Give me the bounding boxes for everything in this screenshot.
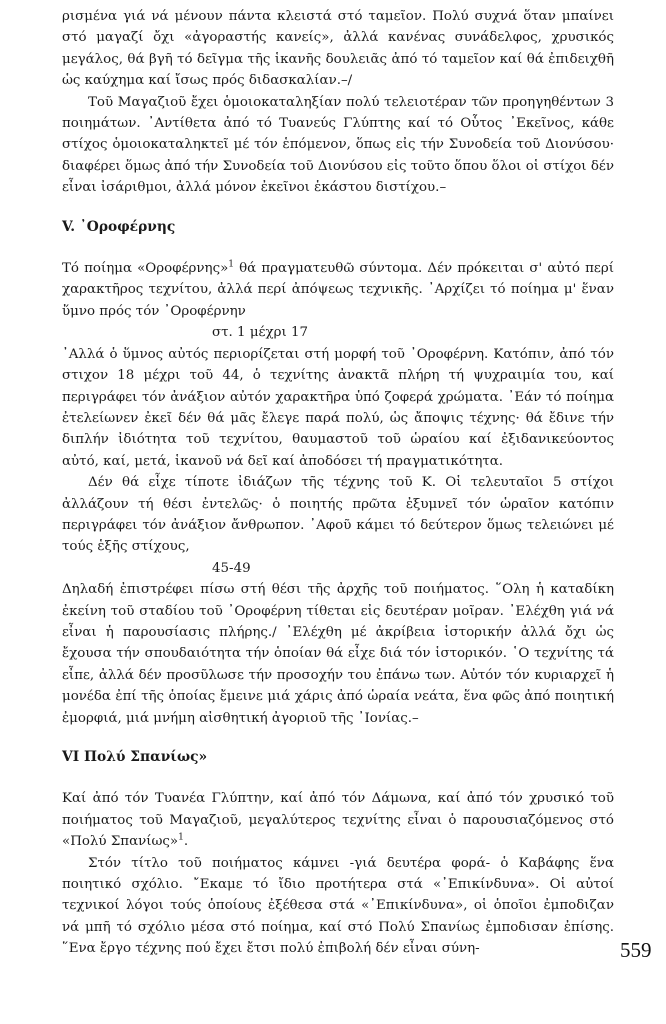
footnote-marker: 1 [228,259,234,270]
verse-reference: 45-49 [212,560,251,576]
paragraph [62,258,614,322]
section-heading-vi: VI Πολύ Σπανίως» [62,749,208,765]
paragraph: Στόν τίτλο τοῦ ποιήματος κάμνει -γιά δευτέρα φορά- ὁ Καβάφης ἕνα ποιητικό σχόλιο. ῎Εκαμε τό ἴδιο προτήτερα στά «᾿Επικίνδυνα». Οἱ αὐτοί τεχνικοί λόγοι τούς ὁποίους ἐξέθεσα στά «᾿Επικίνδυνα», οἱ ὁποῖοι ἐμποδιζαν νά μπῆ τό σχόλιο μέσα στό ποίημα, καί στό Πολύ Σπανίως ἐμποδισαν ἐπίσης. ῞Ενα ἔργο τέχνης πού ἔχει ἔτσι πολύ ἐπιβολή δέν εἶναι σύνη- [62,855,614,957]
paragraph: Δέν θά εἶχε τίποτε ἰδιάζων τῆς τέχνης τοῦ Κ. Οἱ τελευταῖοι 5 στίχοι ἀλλάζουν τή θέσι ἐντελῶς· ὁ ποιητής πρῶτα ἐξυμνεῖ τόν ὡραῖον κατόπιν περιγράφει τόν ἀνάξιον ἄνθρωπον. ᾿Αφοῦ κάμει τό δεύτερον ὅμως τελειώνει μέ τούς ἑξῆς στίχους, [62,475,614,555]
section-heading-v: V. ᾿Οροφέρνης [62,218,176,235]
paragraph: Τοῦ Μαγαζιοῦ ἔχει ὁμοιοκαταληξίαν πολύ τελειοτέραν τῶν προηγηθέντων 3 ποιημάτων. ᾿Αντίθετα ἀπό τό Τυανεύς Γλύπτης καί τό Οὗτος ᾿Εκεῖνος, κάθε στίχος ὁμοιοκαταληκτεῖ μέ τόν ἑπόμενον, ὅπως εἰς τήν Συνοδεία τοῦ Διονύσου· διαφέρει ὅμως ἀπό τήν Συνοδεία τοῦ Διονύσου εἰς τοῦτο ὅπου ὅλοι οἱ στίχοι δέν εἶναι ἰσάριθμοι, ἀλλά μόνον ἐκεῖνοι ἑκάστου διστίχου.– [62,94,614,196]
page-body [62,6,614,960]
page-number: 559 [620,938,652,962]
paragraph-text: Καί ἀπό τόν Τυανέα Γλύπτην, καί ἀπό τόν Δάμωνα, καί ἀπό τόν χρυσικό τοῦ ποιήματος τοῦ Μαγαζιοῦ, μεγαλύτερος τεχνίτης εἶναι ὁ παρουσιαζόμενος στό «Πολύ Σπανίως» [62,791,614,850]
paragraph-text: . [183,834,189,850]
paragraph [62,788,614,852]
paragraph-text: Τό ποίημα «Οροφέρνης» [62,261,229,277]
paragraph-text: θά πραγματευθῶ σύντομα. Δέν πρόκειται σ' αὐτό περί χαρακτῆρος τεχνίτου, ἀλλά περί ἀπόψεως τεχνικῆς. ᾿Αρχίζει τό ποίημα μ' ἕναν ὕμνο πρός τόν ᾿Οροφέρνην [62,261,614,319]
verse-reference: στ. 1 μέχρι 17 [212,325,309,341]
footnote-marker: 1 [178,832,184,843]
paragraph: ρισμένα γιά νά μένουν πάντα κλειστά στό ταμεῖον. Πολύ συχνά ὅταν μπαίνει στό μαγαζί ὄχι «ἀγοραστής κανείς», ἀλλά κανένας συνάδελφος, χρυσικός μεγάλος, θά βγῆ τό δεῖγμα τῆς ἱκανῆς δουλειᾶς ἀπό τό ταμεῖον καί θά ἐπιδειχθῆ ὡς καύχημα καί ἴσως πρός διδασκαλίαν.–/ [62,9,614,89]
paragraph: Δηλαδή ἐπιστρέφει πίσω στή θέσι τῆς ἀρχῆς τοῦ ποιήματος. ῞Ολη ἡ καταδίκη ἐκείνη τοῦ σταδίου τοῦ ᾿Οροφέρνη τίθεται εἰς δευτέραν μοῖραν. ᾿Ελέχθη γιά νά εἶναι ἡ παρουσίασις πλήρης./ ᾿Ελέχθη μέ ἀκρίβεια ἱστορικήν ἀλλά ὄχι ὡς ἔχουσα τήν σπουδαιότητα τήν ὁποίαν θά εἶχε διά τόν ἱστορικόν. ῾Ο τεχνίτης τά εἶπε, ἀλλά δέν προσῦλωσε τήν προσοχήν του ἐπάνω των. Αὐτόν τόν κυριαρχεῖ ἡ μονέδα ἐπί τῆς ὁποίας ἔμεινε μιά χάρις ἀπό ὡραία νεάτα, ἕνα φῶς ἀπό ποιητική ἐμορφιά, μιά μνήμη αἰσθητική ἀγοριοῦ τῆς ᾿Ιονίας.– [62,582,614,726]
paragraph: ᾿Αλλά ὁ ὕμνος αὐτός περιορίζεται στή μορφή τοῦ ᾿Οροφέρνη. Κατόπιν, ἀπό τόν στιχον 18 μέχρι τοῦ 44, ὁ τεχνίτης ἀνακτᾶ πλήρη τή ψυχραιμία του, καί περιγράφει τόν ἀνάξιον αὐτόν χαρακτῆρα ὑπό ζοφερά χρώματα. ᾿Εάν τό ποίημα ἐτελείωνεν ἐκεῖ δέν θά μᾶς ἔλεγε παρά πολύ, ὡς ἄποψις τέχνης· θά ἔδινε τήν διπλήν ἰδιότητα τοῦ τεχνίτου, θαυμαστοῦ τοῦ ὡραίου καί ἐξιδανικεύοντος αὐτό, καί, μετά, ἱκανοῦ νά δεῖ καί ἀποδόσει τή πραγματικότητα. [62,346,614,469]
